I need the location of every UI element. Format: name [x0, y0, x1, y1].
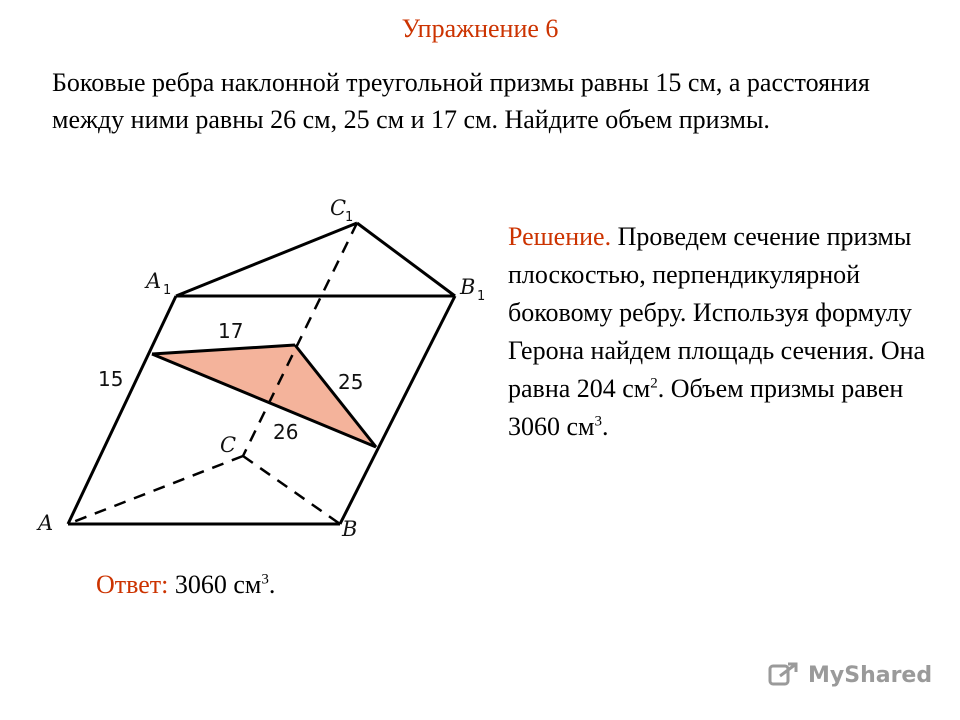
problem-text: Боковые ребра наклонной треугольной призмы равны 15 см, а расстояния между ними равны 26 см, 25 см и 17 см. Найдите объем призмы.: [52, 68, 870, 134]
answer-value: 3060 см: [168, 570, 262, 599]
label-side-25: 25: [338, 370, 364, 394]
solution-label: Решение.: [508, 222, 612, 251]
label-side-26: 26: [273, 420, 299, 444]
vertex-C1-sub: 1: [345, 210, 354, 225]
vertex-A1-sub: 1: [163, 283, 172, 298]
vertex-A: A: [38, 511, 54, 535]
vertex-A1: A: [146, 269, 162, 293]
answer-block: [96, 570, 275, 600]
share-icon: [768, 660, 802, 690]
slide-title: Упражнение 6: [401, 14, 559, 43]
answer-label: Ответ:: [96, 570, 169, 599]
watermark: [768, 656, 932, 694]
vertex-C: C: [220, 433, 237, 457]
solution-text-3: .: [602, 412, 609, 441]
watermark-text: MyShared: [808, 662, 933, 688]
label-side-17: 17: [218, 319, 244, 343]
solution-exp-area: 2: [650, 375, 658, 392]
solution-text-2: . Объем призмы равен 3060 см: [508, 374, 904, 441]
vertex-B1-sub: 1: [477, 289, 486, 304]
answer-end: .: [268, 570, 276, 599]
solution-exp-volume: 3: [594, 413, 602, 430]
vertex-B1: B: [460, 275, 476, 299]
vertex-C1: C: [330, 196, 347, 220]
solution-text: Проведем сечение призмы плоскостью, перпендикулярной боковому ребру. Используя формулу Герона найдем площадь сечения. Она равна 204 см: [508, 222, 926, 403]
label-edge-15: 15: [98, 367, 124, 391]
answer-exp: 3: [261, 571, 269, 588]
vertex-B: B: [342, 517, 358, 541]
